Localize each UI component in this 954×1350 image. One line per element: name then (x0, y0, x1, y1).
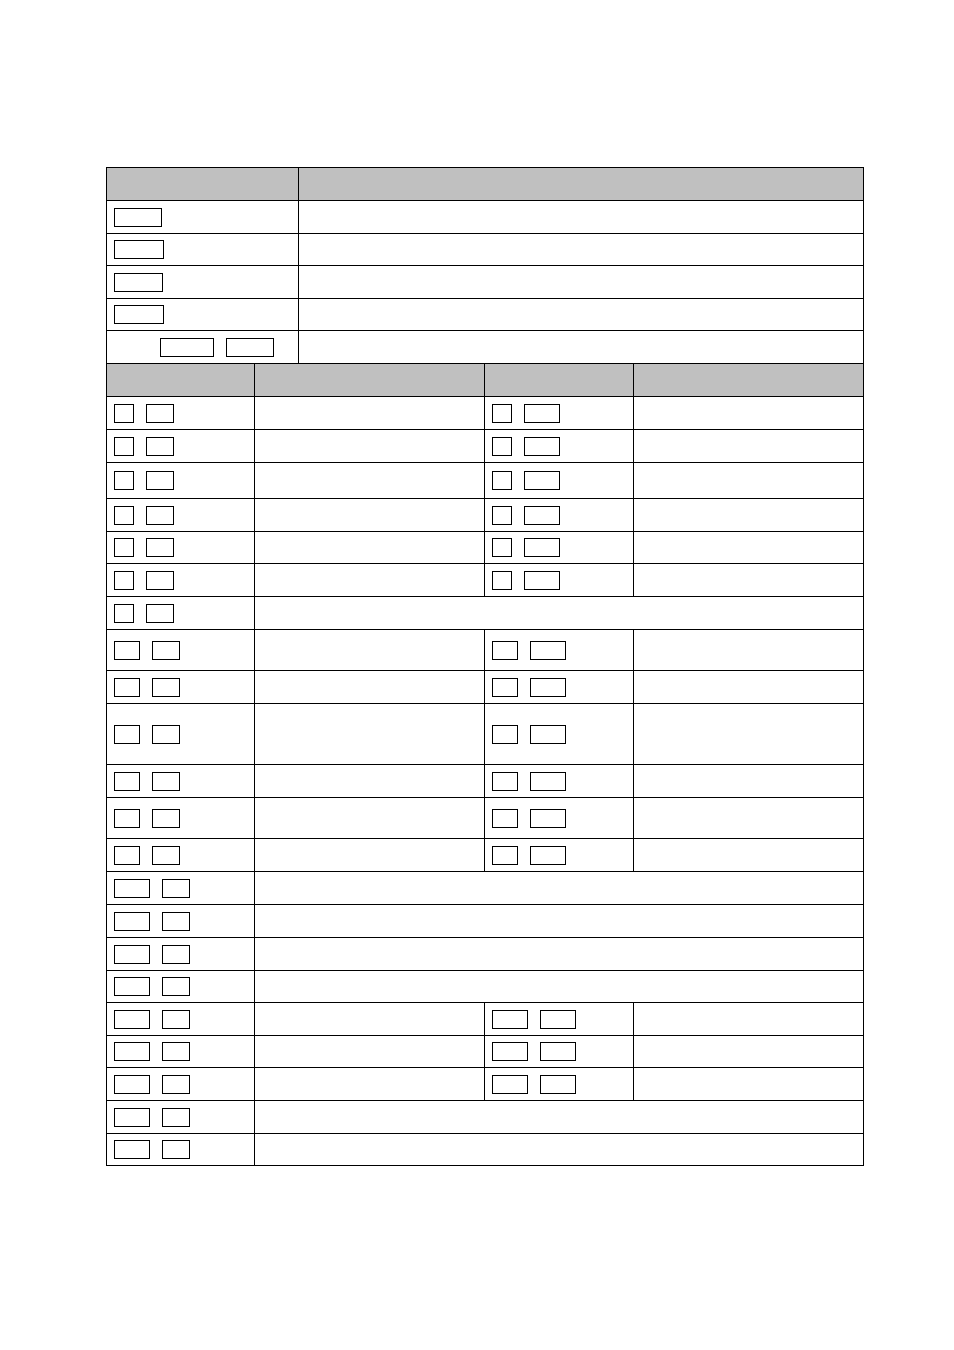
key-cap (492, 437, 512, 456)
key-cap (114, 506, 134, 525)
key-cell (485, 430, 634, 463)
key-cap (162, 912, 190, 931)
key-cap (492, 641, 518, 660)
header-description-column-2 (634, 364, 864, 397)
row-description (634, 839, 864, 872)
key-cap (162, 879, 190, 898)
table-row (107, 704, 864, 765)
table-row (107, 463, 864, 499)
row-description (634, 430, 864, 463)
row-description (255, 938, 864, 971)
key-cap (492, 1010, 528, 1029)
table-row (107, 1068, 864, 1101)
table-row (107, 938, 864, 971)
table-row (107, 905, 864, 938)
key-cap (160, 338, 214, 357)
key-cap (492, 538, 512, 557)
key-cell (107, 564, 255, 597)
key-cell (107, 532, 255, 564)
key-cap (492, 725, 518, 744)
key-cell (485, 499, 634, 532)
key-cell (485, 532, 634, 564)
row-description (634, 564, 864, 597)
key-cap (114, 1042, 150, 1061)
key-cap (524, 571, 560, 590)
header-key-column (107, 168, 299, 201)
key-cap (146, 604, 174, 623)
key-cap (492, 1042, 528, 1061)
header-row (107, 168, 864, 201)
key-cell (485, 397, 634, 430)
key-cap (524, 404, 560, 423)
key-cell (107, 1101, 255, 1134)
row-description (634, 397, 864, 430)
row-description (634, 1068, 864, 1101)
row-description (255, 905, 864, 938)
header-key-column-2 (485, 364, 634, 397)
key-cap (524, 506, 560, 525)
row-description (634, 798, 864, 839)
key-cap (114, 1108, 150, 1127)
shortcut-table-top (106, 167, 864, 364)
key-cap (524, 437, 560, 456)
row-description (634, 630, 864, 671)
key-cap (492, 809, 518, 828)
key-cap (114, 471, 134, 490)
key-cap (114, 538, 134, 557)
row-description (255, 463, 485, 499)
key-cap (114, 1140, 150, 1159)
header-row (107, 364, 864, 397)
key-cell (107, 1134, 255, 1166)
row-description (255, 630, 485, 671)
row-description (255, 1003, 485, 1036)
key-cap (114, 437, 134, 456)
key-cell (107, 765, 255, 798)
key-cell (107, 597, 255, 630)
row-description (299, 201, 864, 234)
row-description (255, 532, 485, 564)
row-description (634, 463, 864, 499)
row-description (634, 704, 864, 765)
key-cap (114, 945, 150, 964)
row-description (255, 1036, 485, 1068)
key-cap (492, 571, 512, 590)
key-cap (524, 538, 560, 557)
key-cell (107, 1068, 255, 1101)
key-cap (492, 1075, 528, 1094)
table-row (107, 331, 864, 364)
key-cap (226, 338, 274, 357)
row-description (255, 397, 485, 430)
key-cap (524, 471, 560, 490)
key-cell (485, 564, 634, 597)
key-cap (146, 437, 174, 456)
key-cap (492, 471, 512, 490)
key-cap (530, 725, 566, 744)
table-row (107, 564, 864, 597)
key-cap (146, 471, 174, 490)
key-cap (114, 571, 134, 590)
key-cap (162, 1010, 190, 1029)
key-cell (107, 430, 255, 463)
table-row (107, 839, 864, 872)
row-description (255, 564, 485, 597)
key-cap (114, 273, 163, 292)
key-cap (162, 1108, 190, 1127)
key-cap (492, 846, 518, 865)
table-row (107, 430, 864, 463)
header-description-column (299, 168, 864, 201)
table-row (107, 201, 864, 234)
key-cap (114, 305, 164, 324)
table-row (107, 1036, 864, 1068)
key-cap (530, 641, 566, 660)
row-description (634, 1036, 864, 1068)
key-cap (492, 678, 518, 697)
key-cap (530, 846, 566, 865)
table-row (107, 234, 864, 266)
key-cell (107, 1003, 255, 1036)
table-row (107, 597, 864, 630)
key-cap (114, 879, 150, 898)
table-row (107, 1134, 864, 1166)
key-cap (152, 725, 180, 744)
row-description (299, 331, 864, 364)
shortcut-table-bottom (106, 363, 864, 1166)
table-row (107, 630, 864, 671)
key-cap (114, 977, 150, 996)
key-cell (485, 798, 634, 839)
key-cap (146, 538, 174, 557)
key-cap (114, 404, 134, 423)
row-description (255, 499, 485, 532)
key-cell (107, 1036, 255, 1068)
key-cell (485, 1036, 634, 1068)
row-description (634, 1003, 864, 1036)
row-description (255, 765, 485, 798)
key-cap (492, 772, 518, 791)
table-row (107, 765, 864, 798)
table-row (107, 1101, 864, 1134)
key-cell (107, 630, 255, 671)
table-row (107, 1003, 864, 1036)
key-cap (146, 571, 174, 590)
key-cap (492, 506, 512, 525)
key-cell (485, 839, 634, 872)
key-cap (114, 1075, 150, 1094)
key-cap (114, 809, 140, 828)
row-description (299, 234, 864, 266)
key-cap (114, 604, 134, 623)
key-cell (107, 463, 255, 499)
table-row (107, 798, 864, 839)
key-cell (485, 463, 634, 499)
key-cap (114, 1010, 150, 1029)
key-cell (107, 905, 255, 938)
key-cap (492, 404, 512, 423)
row-description (634, 532, 864, 564)
key-cap (146, 404, 174, 423)
key-cap (114, 208, 162, 227)
key-cap (152, 846, 180, 865)
row-description (255, 430, 485, 463)
row-description (634, 499, 864, 532)
row-description (255, 1101, 864, 1134)
row-description (255, 597, 864, 630)
row-description (255, 704, 485, 765)
key-cap (162, 1042, 190, 1061)
key-cap (530, 809, 566, 828)
table-row (107, 299, 864, 331)
key-cell (107, 938, 255, 971)
key-cap (152, 641, 180, 660)
key-cell (485, 671, 634, 704)
key-cap (162, 977, 190, 996)
header-key-column-1 (107, 364, 255, 397)
key-cap (162, 1075, 190, 1094)
key-cap (114, 678, 140, 697)
key-cap (152, 809, 180, 828)
key-cap (540, 1042, 576, 1061)
table-row (107, 499, 864, 532)
row-description (255, 798, 485, 839)
row-description (255, 1134, 864, 1166)
key-cap (530, 678, 566, 697)
table-row (107, 397, 864, 430)
table-row (107, 971, 864, 1003)
key-cap (114, 846, 140, 865)
key-cap (152, 678, 180, 697)
key-cell (107, 397, 255, 430)
key-cell (107, 971, 255, 1003)
key-cell (485, 1003, 634, 1036)
header-description-column-1 (255, 364, 485, 397)
row-description (255, 872, 864, 905)
table-row (107, 532, 864, 564)
key-cell (485, 704, 634, 765)
key-cell (107, 499, 255, 532)
row-description (299, 266, 864, 299)
key-cap (152, 772, 180, 791)
key-cap (530, 772, 566, 791)
table-row (107, 872, 864, 905)
key-cap (114, 725, 140, 744)
key-cap (114, 240, 164, 259)
key-cap (540, 1010, 576, 1029)
row-description (255, 971, 864, 1003)
key-cap (114, 772, 140, 791)
table-row (107, 266, 864, 299)
key-cap (162, 945, 190, 964)
key-cell (107, 704, 255, 765)
table-row (107, 671, 864, 704)
key-cell (107, 671, 255, 704)
row-description (255, 839, 485, 872)
key-cell (107, 872, 255, 905)
key-cell (485, 630, 634, 671)
key-cell (107, 798, 255, 839)
key-cap (114, 641, 140, 660)
row-description (634, 765, 864, 798)
row-description (299, 299, 864, 331)
key-cap (540, 1075, 576, 1094)
row-description (255, 671, 485, 704)
row-description (255, 1068, 485, 1101)
key-cap (162, 1140, 190, 1159)
key-cell (485, 765, 634, 798)
row-description (634, 671, 864, 704)
key-cap (146, 506, 174, 525)
key-cap (114, 912, 150, 931)
key-cell (107, 839, 255, 872)
key-cell (485, 1068, 634, 1101)
